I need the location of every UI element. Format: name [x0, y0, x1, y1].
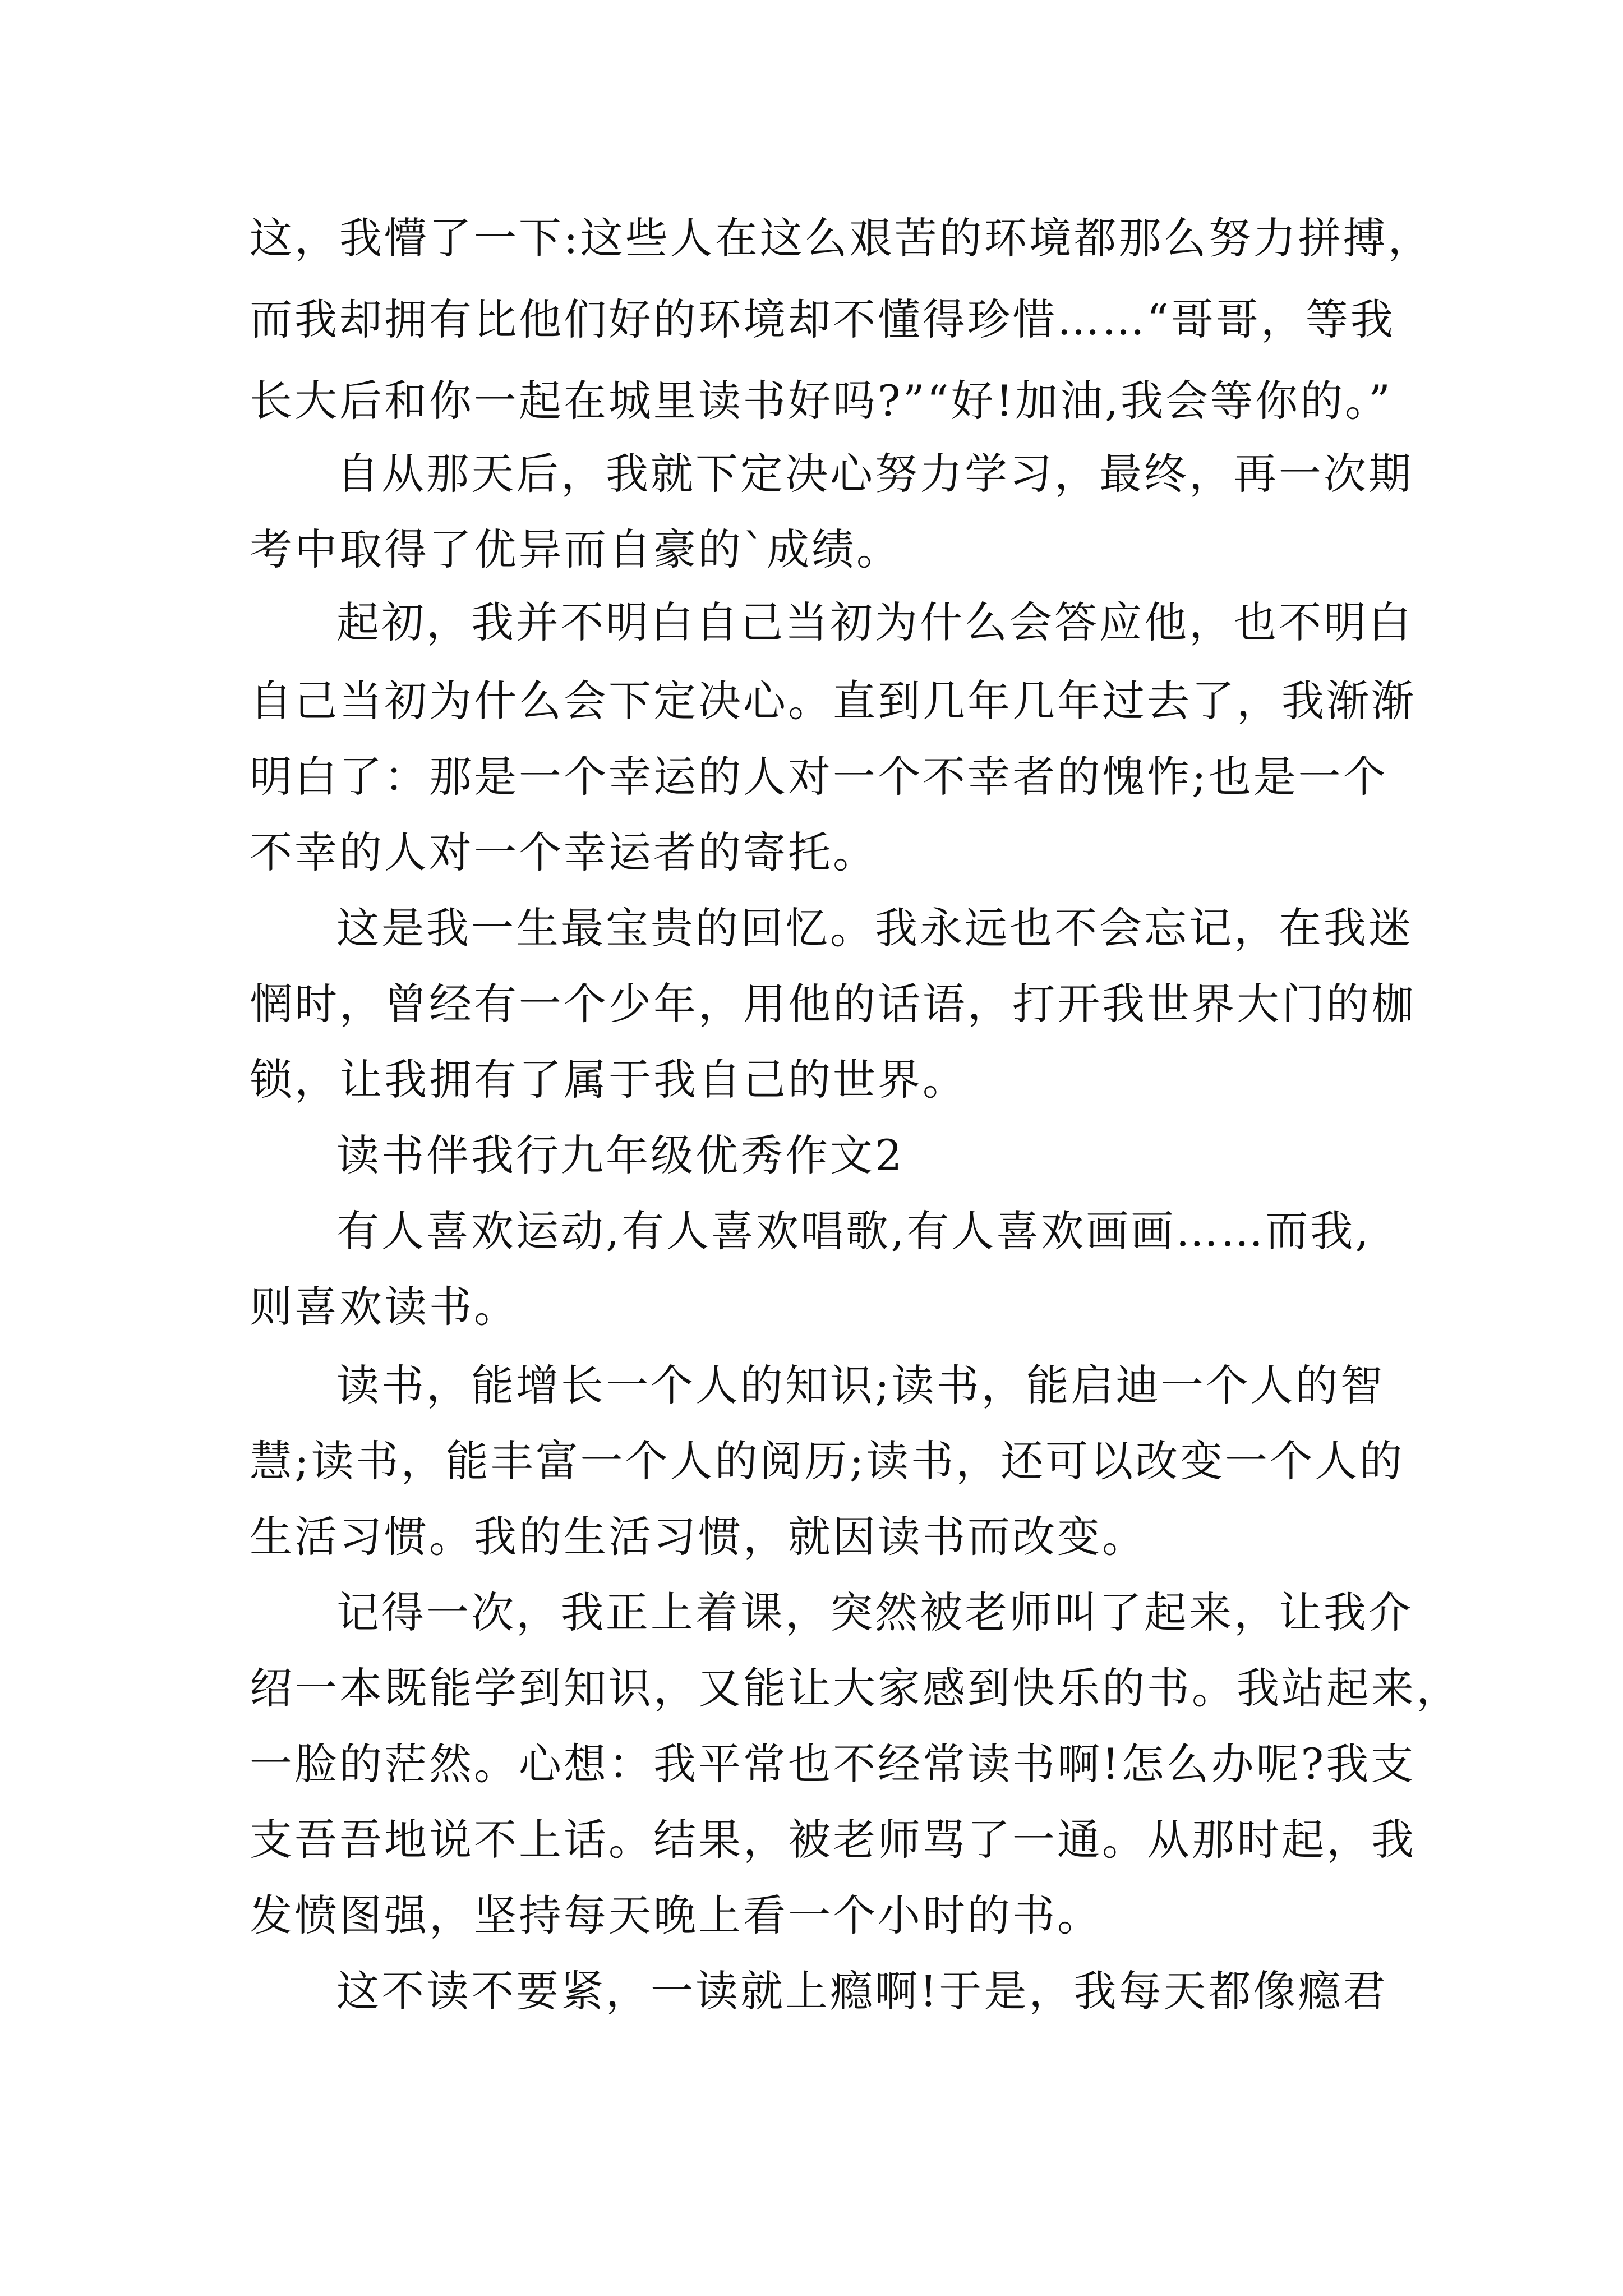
- paragraph-first-line: 这不读不要紧，一读就上瘾啊!于是，我每天都像瘾君: [336, 1966, 1388, 2016]
- paragraph-first-line: 起初，我并不明白自己当初为什么会答应他，也不明白: [336, 597, 1413, 647]
- paragraph-first-line: 自从那天后，我就下定决心努力学习，最终，再一次期: [336, 449, 1413, 499]
- text-line: 则喜欢读书。: [250, 1282, 519, 1332]
- text-line: 锁，让我拥有了属于我自己的世界。: [250, 1055, 967, 1105]
- section-title: 读书伴我行九年级优秀作文2: [336, 1130, 905, 1180]
- paragraph-first-line: 记得一次，我正上着课，突然被老师叫了起来，让我介: [336, 1588, 1413, 1637]
- text-line: 惘时，曾经有一个少年，用他的话语，打开我世界大门的枷: [250, 979, 1416, 1029]
- text-line: 长大后和你一起在城里读书好吗?”“好!加油,我会等你的。”: [250, 376, 1393, 426]
- text-line: 明白了：那是一个幸运的人对一个不幸者的愧怍;也是一个: [250, 752, 1388, 802]
- text-line: 发愤图强，坚持每天晚上看一个小时的书。: [250, 1890, 1102, 1940]
- text-line: 慧;读书，能丰富一个人的阅历;读书，还可以改变一个人的: [250, 1436, 1405, 1486]
- paragraph-first-line: 有人喜欢运动,有人喜欢唱歌,有人喜欢画画……而我,: [336, 1206, 1371, 1256]
- paragraph-first-line: 读书，能增长一个人的知识;读书，能启迪一个人的智: [336, 1360, 1385, 1410]
- text-line: 绍一本既能学到知识，又能让大家感到快乐的书。我站起来，: [250, 1663, 1461, 1713]
- paragraph-first-line: 这是我一生最宝贵的回忆。我永远也不会忘记，在我迷: [336, 903, 1413, 953]
- text-line: 这，我懵了一下:这些人在这么艰苦的环境都那么努力拼搏，: [250, 213, 1433, 263]
- text-line: 生活习惯。我的生活习惯，就因读书而改变。: [250, 1512, 1147, 1562]
- text-line: 而我却拥有比他们好的环境却不懂得珍惜……“哥哥，等我: [250, 295, 1395, 344]
- text-line: 一脸的茫然。心想：我平常也不经常读书啊!怎么办呢?我支: [250, 1739, 1416, 1789]
- text-line: 自己当初为什么会下定决心。直到几年几年过去了，我渐渐: [250, 676, 1416, 726]
- text-line: 不幸的人对一个幸运者的寄托。: [250, 827, 878, 877]
- text-line: 考中取得了优异而自豪的`成绩。: [250, 524, 901, 574]
- text-line: 支吾吾地说不上话。结果，被老师骂了一通。从那时起，我: [250, 1815, 1416, 1865]
